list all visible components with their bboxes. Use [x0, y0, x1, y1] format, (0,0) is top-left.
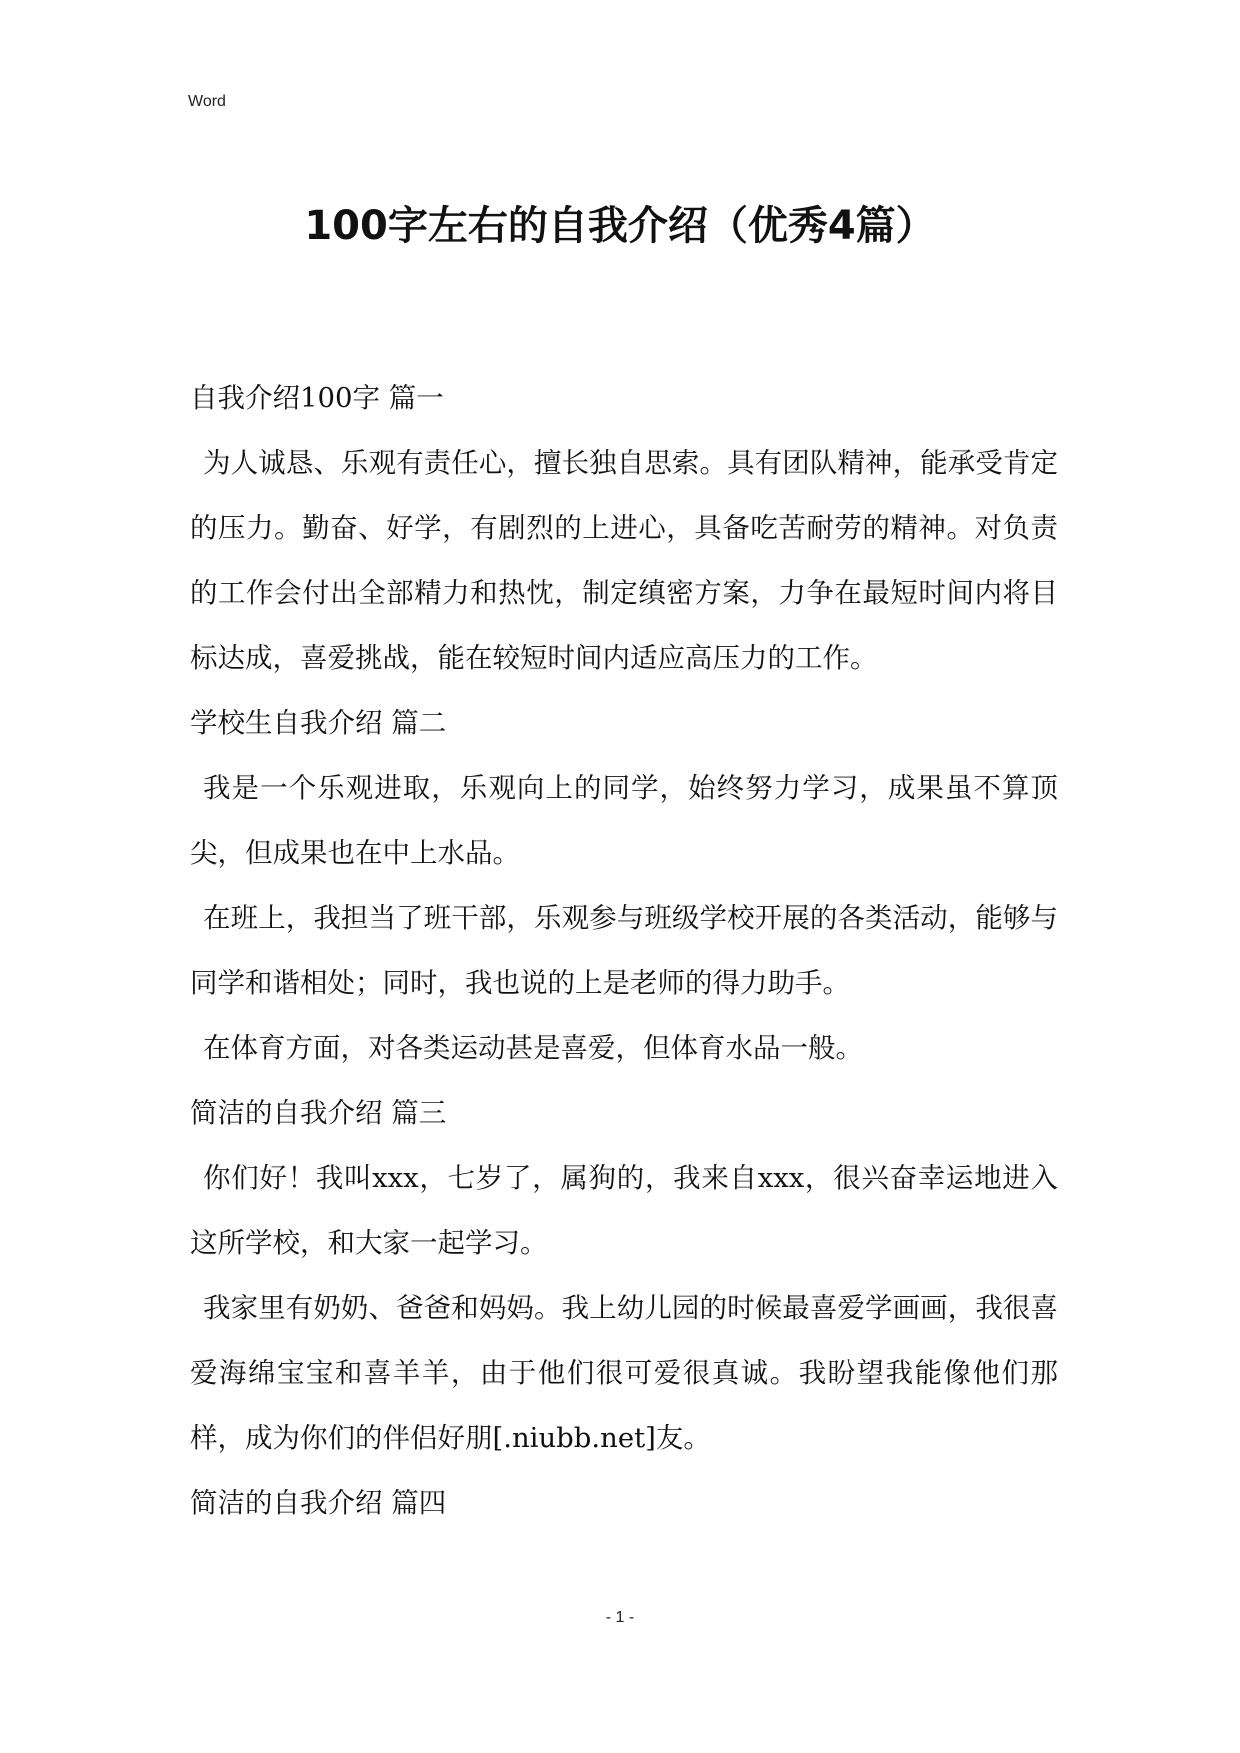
paragraph: 我家里有奶奶、爸爸和妈妈。我上幼儿园的时候最喜爱学画画，我很喜爱海绵宝宝和喜羊羊，由于他们很可爱很真诚。我盼望我能像他们那样，成为你们的伴侣好朋[.niubb.net]友。 [190, 1292, 1058, 1454]
document-title: 100字左右的自我介绍（优秀4篇） [304, 203, 936, 249]
section-heading-4: 简洁的自我介绍 篇四 [190, 1487, 447, 1519]
paragraph: 在体育方面，对各类运动甚是喜爱，但体育水品一般。 [203, 1032, 863, 1064]
paragraph: 你们好！我叫xxx，七岁了，属狗的，我来自xxx，很兴奋幸运地进入这所学校，和大家一起学习。 [190, 1162, 1058, 1259]
document-body [190, 366, 1058, 1536]
paragraph: 我是一个乐观进取，乐观向上的同学，始终努力学习，成果虽不算顶尖，但成果也在中上水品。 [190, 772, 1058, 869]
section-heading-3: 简洁的自我介绍 篇三 [190, 1097, 447, 1129]
section-heading-1: 自我介绍100字 篇一 [190, 382, 444, 414]
page-number: - 1 - [605, 1609, 635, 1626]
header-label: Word [188, 93, 226, 110]
section-heading-2: 学校生自我介绍 篇二 [190, 707, 447, 739]
paragraph: 为人诚恳、乐观有责任心，擅长独自思索。具有团队精神，能承受肯定的压力。勤奋、好学，有剧烈的上进心，具备吃苦耐劳的精神。对负责的工作会付出全部精力和热忱，制定缜密方案，力争在最短时间内将目标达成，喜爱挑战，能在较短时间内适应高压力的工作。 [190, 447, 1058, 674]
paragraph: 在班上，我担当了班干部，乐观参与班级学校开展的各类活动，能够与同学和谐相处；同时，我也说的上是老师的得力助手。 [190, 902, 1058, 999]
